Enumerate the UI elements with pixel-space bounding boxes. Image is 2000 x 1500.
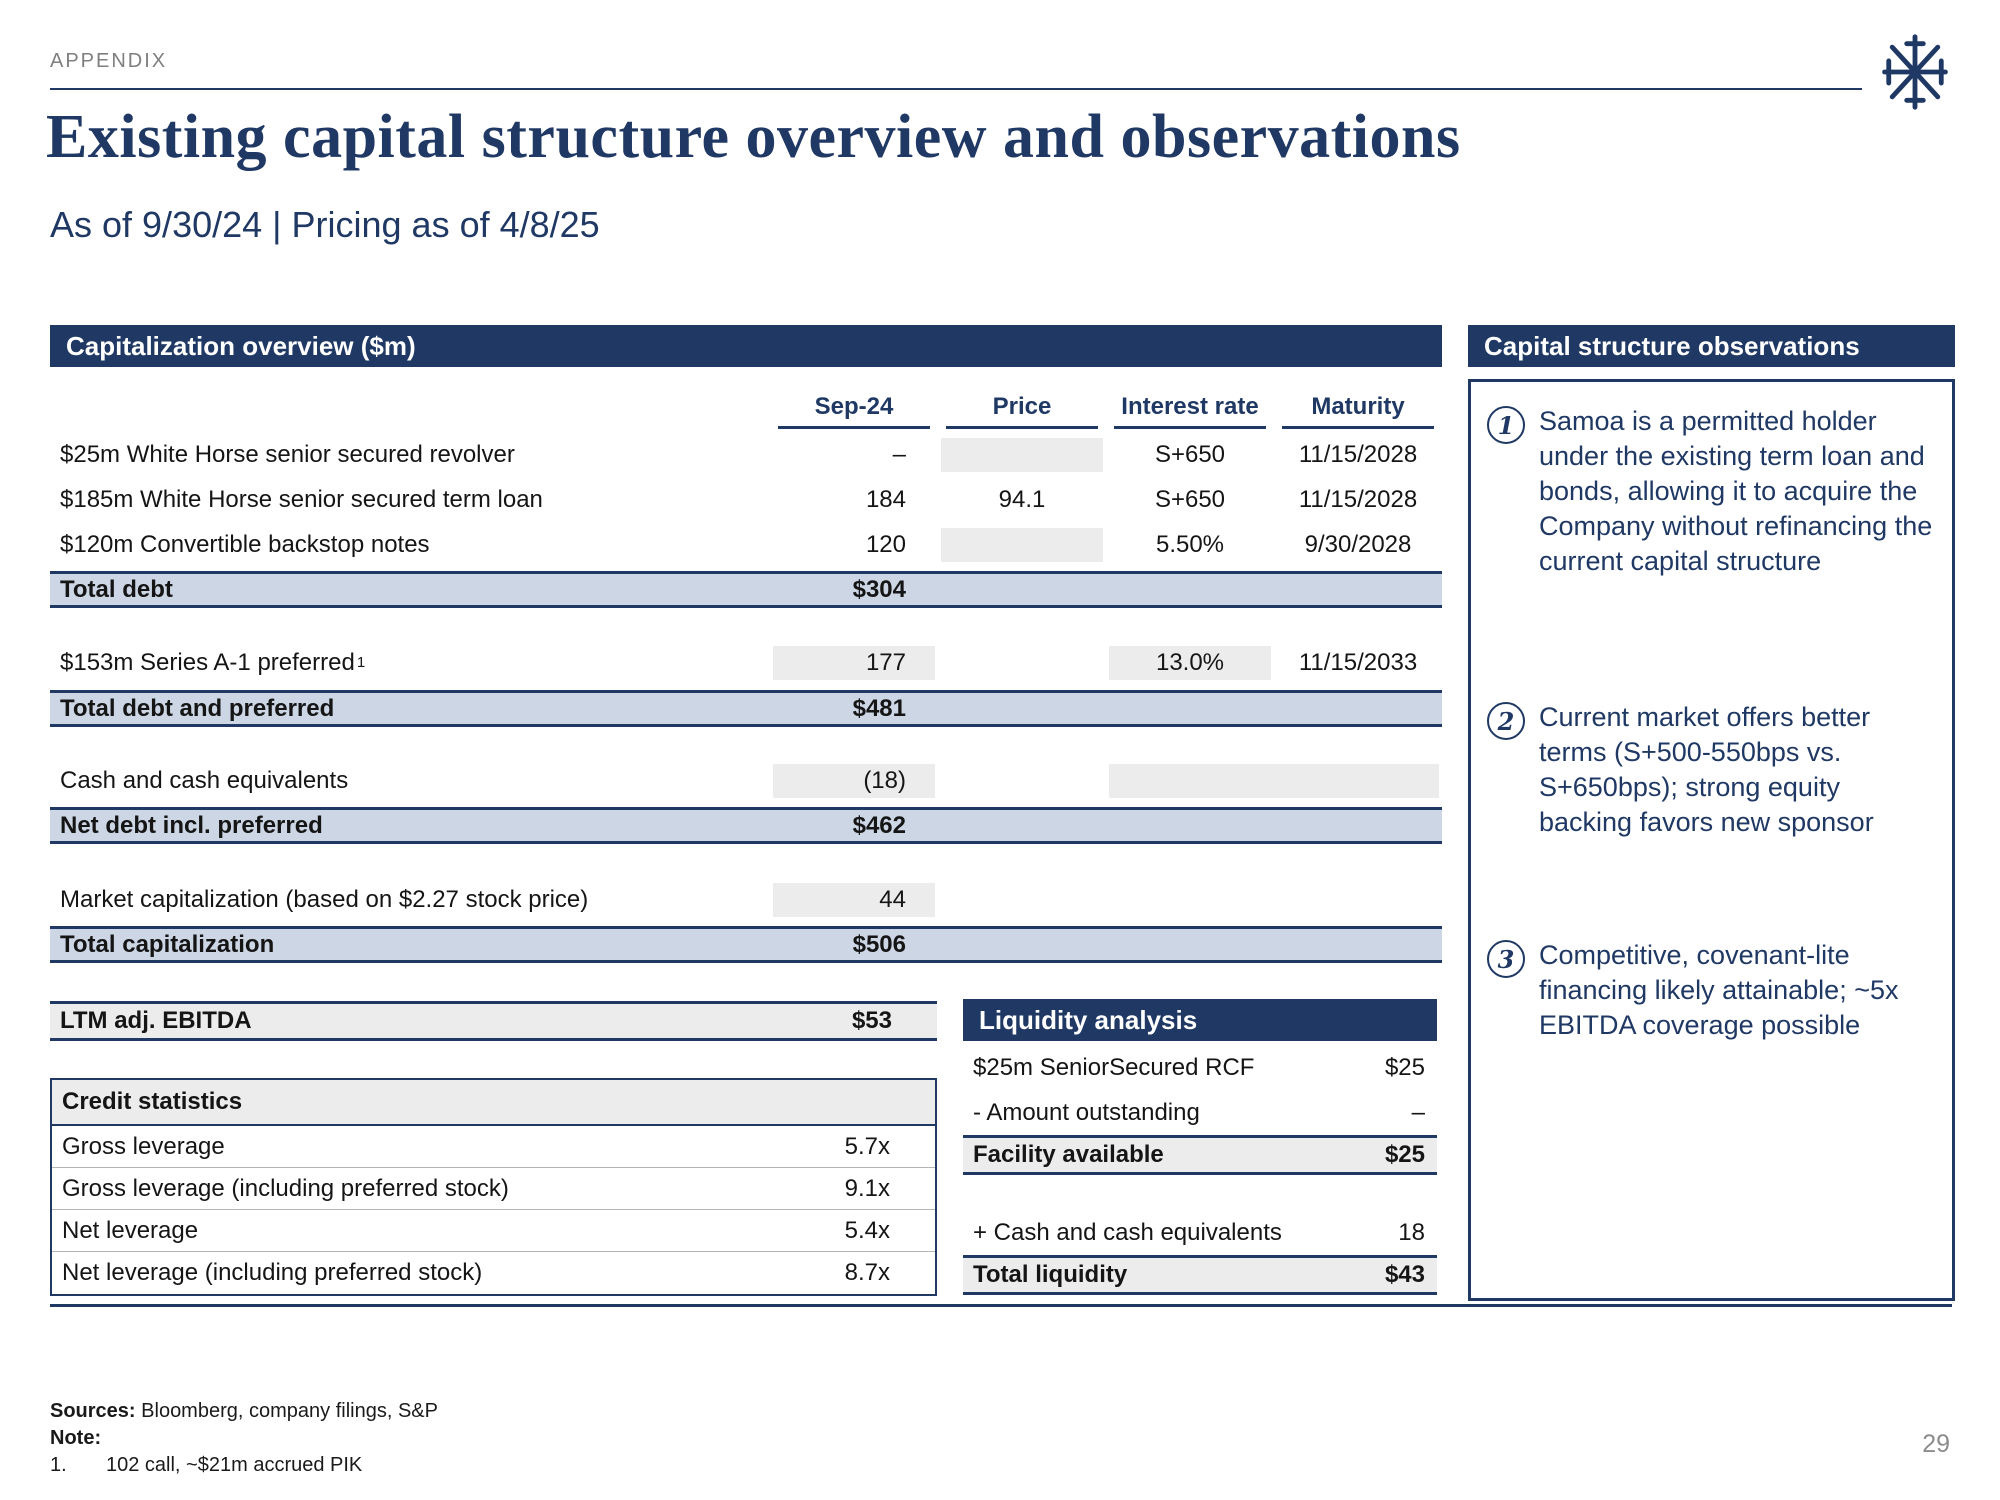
credit-statistics-title: Credit statistics: [52, 1080, 935, 1126]
footnotes: [50, 1398, 438, 1479]
liquidity-panel-header: Liquidity analysis: [963, 999, 1437, 1041]
cap-header-spacer: [50, 391, 770, 429]
starburst-logo-icon: [1880, 34, 1950, 110]
table-row-gross-leverage: Gross leverage 5.7x: [52, 1126, 935, 1168]
appendix-label: APPENDIX: [50, 50, 168, 72]
list-item-observation-2: 2 Current market offers better terms (S+500-550bps vs. S+650bps); strong equity backing favors new sponsor: [1487, 700, 1938, 840]
facility-available-row: Facility available $25: [963, 1135, 1437, 1175]
ltm-ebitda-row: [50, 1001, 937, 1041]
table-row-net-leverage-preferred: Net leverage (including preferred stock) 8.7x: [62, 1259, 890, 1286]
table-row-revolver: $25m White Horse senior secured revolver – S+650 11/15/2028: [50, 432, 1442, 477]
net-debt-row: Net debt incl. preferred $462: [50, 807, 1442, 844]
numbered-circle-icon: 2: [1487, 702, 1525, 740]
list-item-observation-1: 1 Samoa is a permitted holder under the existing term loan and bonds, allowing it to acquire the Company without refinancing the current capital structure: [1487, 404, 1938, 579]
page-subtitle: As of 9/30/24 | Pricing as of 4/8/25: [50, 204, 600, 245]
numbered-circle-icon: 1: [1487, 406, 1525, 444]
numbered-circle-icon: 3: [1487, 940, 1525, 978]
sources-line: Sources: Bloomberg, company filings, S&P: [50, 1400, 438, 1422]
table-row-net-leverage: Net leverage 5.4x: [52, 1210, 935, 1252]
liquidity-panel: [963, 999, 1437, 1295]
table-row-amount-outstanding: - Amount outstanding –: [973, 1099, 1425, 1126]
page-title: Existing capital structure overview and observations: [46, 103, 1461, 171]
col-header-sep24: Sep-24: [778, 391, 930, 429]
credit-statistics-box: [50, 1078, 937, 1296]
total-debt-preferred-row: Total debt and preferred $481: [50, 690, 1442, 727]
observations-panel-header: Capital structure observations: [1468, 325, 1955, 367]
table-row-rcf: $25m SeniorSecured RCF $25: [973, 1054, 1425, 1081]
cap-table-header-row: [50, 391, 1442, 429]
col-header-price: Price: [946, 391, 1098, 429]
table-row-gross-leverage-preferred: Gross leverage (including preferred stock) 9.1x: [52, 1168, 935, 1210]
capitalization-panel-header: Capitalization overview ($m): [50, 325, 1442, 367]
ltm-ebitda-label: LTM adj. EBITDA: [60, 1007, 252, 1034]
bottom-divider: [50, 1304, 1952, 1307]
note-line-1: 1. 102 call, ~$21m accrued PIK: [50, 1454, 363, 1476]
total-debt-row: Total debt $304: [50, 571, 1442, 608]
page-number: 29: [1922, 1430, 1950, 1458]
col-header-maturity: Maturity: [1282, 391, 1434, 429]
table-row-preferred: $153m Series A-1 preferred 1 177 13.0% 11/15/2033: [50, 640, 1442, 685]
observations-box: [1468, 379, 1955, 1301]
preferred-label: $153m Series A-1 preferred: [60, 648, 355, 676]
table-row-convertible-notes: $120m Convertible backstop notes 120 5.50% 9/30/2028: [50, 522, 1442, 567]
table-row-cash-equivalents: + Cash and cash equivalents 18: [973, 1219, 1425, 1246]
top-divider: [50, 88, 1862, 90]
table-row-market-cap: Market capitalization (based on $2.27 stock price) 44: [50, 877, 1442, 922]
table-row-term-loan: $185m White Horse senior secured term loan 184 94.1 S+650 11/15/2028: [60, 485, 1418, 513]
col-header-interest-rate: Interest rate: [1114, 391, 1266, 429]
blank-rate-maturity-cell: [1109, 764, 1439, 798]
observations-panel: [1468, 325, 1955, 1301]
blank-price-cell: [941, 528, 1103, 562]
note-label: Note:: [50, 1427, 102, 1449]
blank-price-cell: [941, 438, 1103, 472]
total-liquidity-row: Total liquidity $43: [963, 1255, 1437, 1295]
list-item-observation-3: 3 Competitive, covenant-lite financing likely attainable; ~5x EBITDA coverage possible: [1487, 938, 1938, 1043]
total-capitalization-row: Total capitalization $506: [50, 926, 1442, 963]
ltm-ebitda-value: $53: [851, 1007, 892, 1034]
table-row-cash: Cash and cash equivalents (18): [50, 758, 1442, 803]
